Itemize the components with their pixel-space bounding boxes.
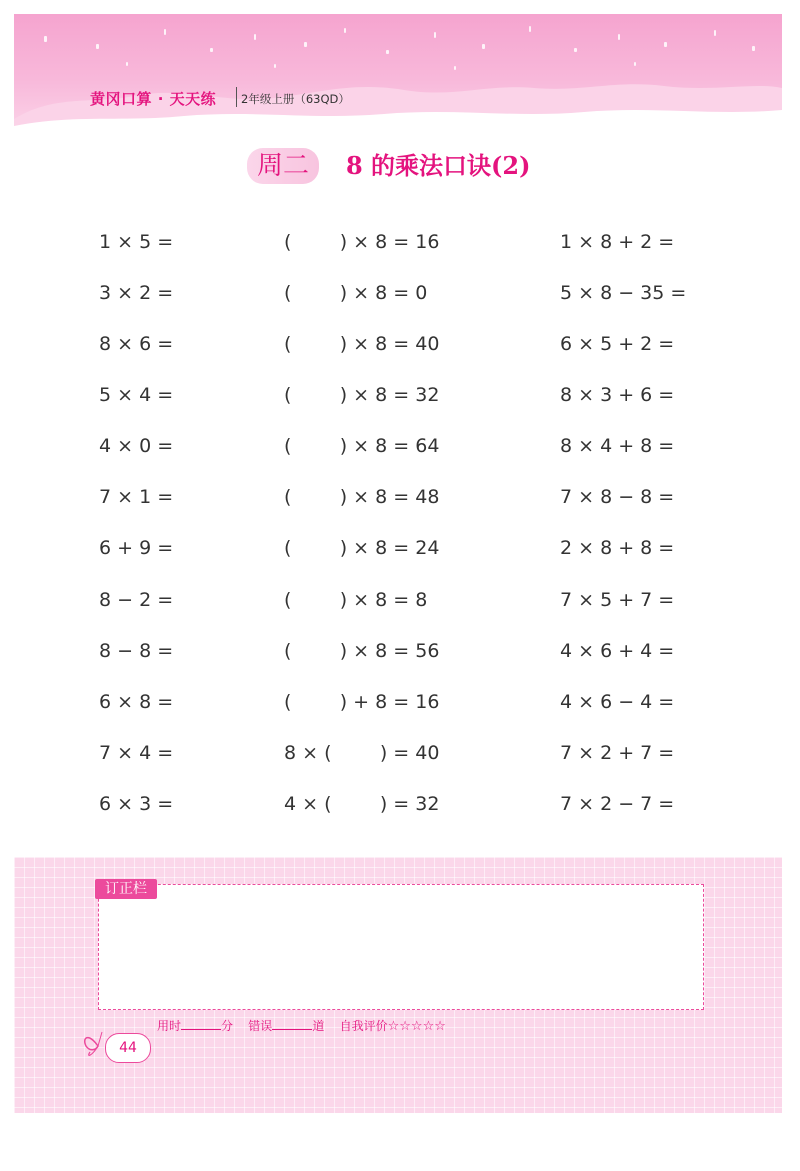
problem-c2-3: ( ) × 8 = 40 — [284, 333, 440, 355]
time-unit: 分 — [221, 1019, 234, 1033]
problem-c2-2: ( ) × 8 = 0 — [284, 282, 428, 304]
problem-c2-7: ( ) × 8 = 24 — [284, 537, 440, 559]
self-eval-label: 自我评价 — [339, 1019, 388, 1033]
brand-divider — [236, 87, 237, 107]
problem-c2-10: ( ) + 8 = 16 — [284, 691, 440, 713]
problem-c1-5: 4 × 0 = — [99, 435, 174, 457]
problem-c1-10: 6 × 8 = — [99, 691, 174, 713]
page-number: 44 — [105, 1033, 151, 1063]
edition-label: 2年级上册（63QD） — [241, 92, 350, 106]
correction-label: 订正栏 — [95, 879, 157, 899]
problem-c1-11: 7 × 4 = — [99, 742, 174, 764]
problem-c3-4: 8 × 3 + 6 = — [560, 384, 675, 406]
problem-c1-6: 7 × 1 = — [99, 486, 174, 508]
problem-c1-1: 1 × 5 = — [99, 231, 174, 253]
time-blank[interactable] — [181, 1019, 221, 1030]
problem-c2-11: 8 × ( ) = 40 — [284, 742, 440, 764]
problem-c2-9: ( ) × 8 = 56 — [284, 640, 440, 662]
problem-c3-9: 4 × 6 + 4 = — [560, 640, 675, 662]
problem-c3-10: 4 × 6 − 4 = — [560, 691, 675, 713]
brand-logo: 黄冈口算 · 天天练 — [90, 90, 217, 108]
errors-blank[interactable] — [272, 1019, 312, 1030]
problem-c1-3: 8 × 6 = — [99, 333, 174, 355]
problem-c1-12: 6 × 3 = — [99, 793, 174, 815]
page-title: 8 的乘法口诀(2) — [346, 151, 531, 180]
problem-c3-7: 2 × 8 + 8 = — [560, 537, 675, 559]
problem-c1-4: 5 × 4 = — [99, 384, 174, 406]
correction-area[interactable] — [98, 884, 704, 1010]
problem-c2-12: 4 × ( ) = 32 — [284, 793, 440, 815]
problem-c3-1: 1 × 8 + 2 = — [560, 231, 675, 253]
problem-c2-6: ( ) × 8 = 48 — [284, 486, 440, 508]
problem-c3-3: 6 × 5 + 2 = — [560, 333, 675, 355]
problem-c2-5: ( ) × 8 = 64 — [284, 435, 440, 457]
problem-c3-6: 7 × 8 − 8 = — [560, 486, 675, 508]
problem-c1-7: 6 + 9 = — [99, 537, 174, 559]
problem-c2-8: ( ) × 8 = 8 — [284, 589, 428, 611]
problem-c2-4: ( ) × 8 = 32 — [284, 384, 440, 406]
errors-label: 错误 — [248, 1019, 273, 1033]
problem-c1-2: 3 × 2 = — [99, 282, 174, 304]
stats-line — [157, 1017, 446, 1034]
star-rating[interactable]: ☆☆☆☆☆ — [387, 1019, 446, 1034]
problem-c3-8: 7 × 5 + 7 = — [560, 589, 675, 611]
problem-c1-8: 8 − 2 = — [99, 589, 174, 611]
time-label: 用时 — [157, 1019, 182, 1033]
title-day: 周二 — [247, 148, 319, 184]
problem-c1-9: 8 − 8 = — [99, 640, 174, 662]
problem-c3-2: 5 × 8 − 35 = — [560, 282, 687, 304]
problem-c3-11: 7 × 2 + 7 = — [560, 742, 675, 764]
problem-c3-5: 8 × 4 + 8 = — [560, 435, 675, 457]
problem-c2-1: ( ) × 8 = 16 — [284, 231, 440, 253]
header-band — [14, 14, 782, 132]
problem-c3-12: 7 × 2 − 7 = — [560, 793, 675, 815]
errors-unit: 道 — [312, 1019, 325, 1033]
